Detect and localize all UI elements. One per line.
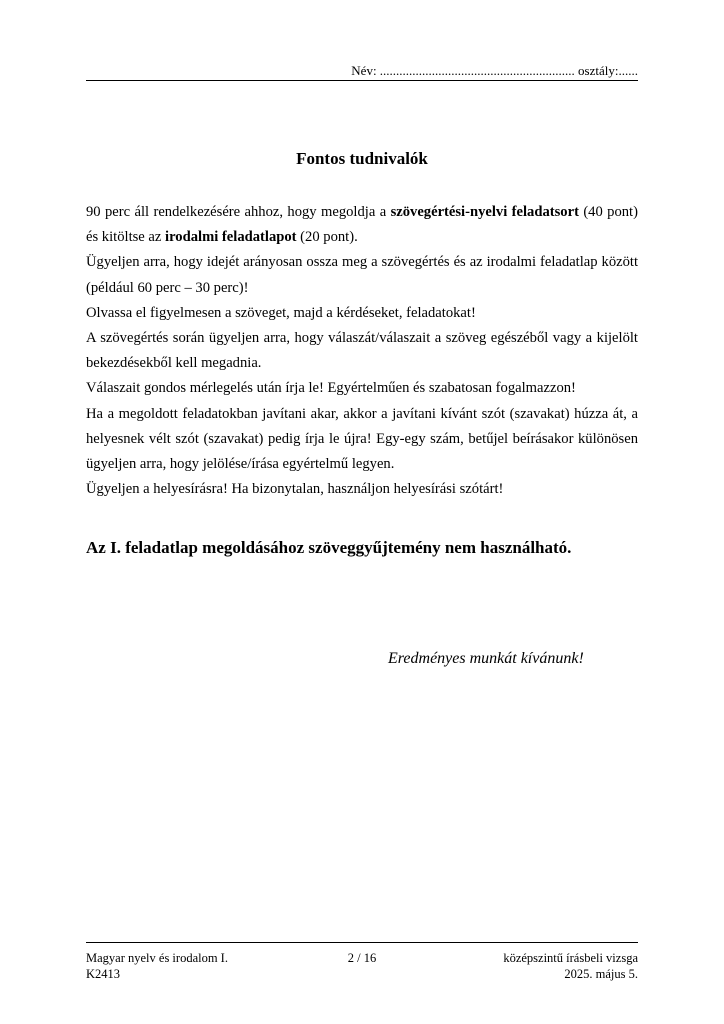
instruction-text: (40 pont) és kitöltse az	[86, 204, 638, 246]
instruction-paragraph-read: Olvassa el figyelmesen a szöveget, majd a kérdéseket, feladatokat!	[86, 304, 476, 321]
footer-page-number: 2 / 16	[347, 951, 377, 965]
instruction-emphasis-literature-sheet: irodalmi feladatlapot	[165, 229, 297, 246]
footer-date: 2025. május 5.	[564, 967, 638, 981]
footer-exam-type: középszintű írásbeli vizsga	[503, 951, 638, 965]
instruction-paragraph-time	[86, 200, 638, 250]
footer-rule	[86, 942, 638, 943]
page-title: Fontos tudnivalók	[296, 149, 428, 168]
instruction-paragraph-comprehension: A szövegértés során ügyeljen arra, hogy válaszát/válaszait a szöveg egészéből vagy a kijelölt bekezdésekből kell megadnia.	[86, 330, 638, 372]
footer-right	[503, 950, 638, 982]
footer-code: K2413	[86, 967, 121, 981]
anthology-notice: Az I. feladatlap megoldásához szöveggyűjtemény nem használható.	[86, 538, 572, 557]
instruction-emphasis-task-sheet: szövegértési-nyelvi feladatsort	[390, 204, 579, 220]
footer-subject: Magyar nyelv és irodalom I.	[86, 951, 228, 965]
name-class-field: Név: ............................................................ osztály:......	[351, 63, 638, 78]
instruction-paragraph-spelling: Ügyeljen a helyesírásra! Ha bizonytalan, használjon helyesírási szótárt!	[86, 481, 504, 498]
good-luck-wish: Eredményes munkát kívánunk!	[388, 650, 584, 667]
page-footer	[86, 950, 638, 984]
instruction-paragraph-time-split: Ügyeljen arra, hogy idejét arányosan ossza meg a szövegértés és az irodalmi feladatlap között (például 60 perc – 30 perc)!	[86, 254, 638, 296]
instruction-text: (20 pont).	[296, 229, 358, 246]
instruction-paragraph-answers: Válaszait gondos mérlegelés után írja le! Egyértelműen és szabatosan fogalmazzon!	[86, 380, 576, 397]
instruction-text: 90 perc áll rendelkezésére ahhoz, hogy megoldja a	[86, 204, 391, 220]
instruction-paragraph-corrections: Ha a megoldott feladatokban javítani akar, akkor a javítani kívánt szót (szavakat) húzza át, a helyesnek vélt szót (szavakat) pedig írja le újra! Egy-egy szám, betűjel beírásakor különösen ügyeljen arra, hogy jelölése/írása egyértelmű legyen.	[86, 405, 638, 473]
header-rule	[86, 80, 638, 81]
instructions-body	[86, 200, 638, 502]
